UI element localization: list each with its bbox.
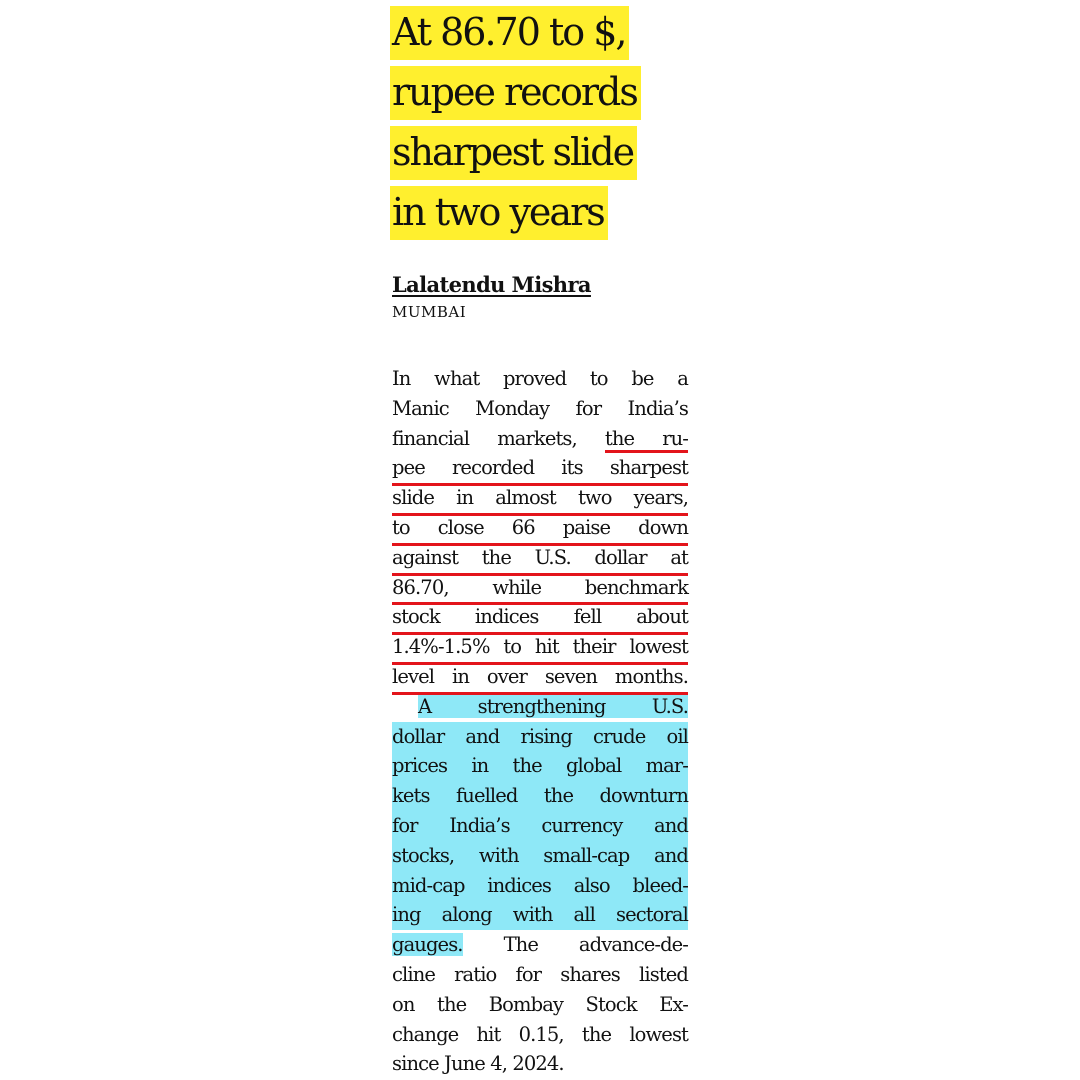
cyan-highlighted-text: gauges. [392,933,463,957]
body-line: cline ratio for shares listed [392,962,688,986]
cyan-highlighted-line: ing along with all sectoral [392,900,688,930]
body-line: on the Bombay Stock Ex- [392,992,688,1016]
body-line: gauges. The advance-de- [392,933,688,957]
cyan-highlighted-line: prices in the global mar- [392,751,688,781]
cyan-highlighted-line: dollar and rising crude oil [392,722,688,752]
headline [390,2,710,242]
red-underlined-line: slide in almost two years, [392,483,688,516]
cyan-highlighted-line: stocks, with small-cap and [392,841,688,871]
headline-line: At 86.70 to $, [390,2,710,62]
cyan-highlighted-text: A strengthening U.S. [418,694,688,718]
body-line: since June 4, 2024. [392,1052,564,1076]
body-line: Manic Monday for India’s [392,396,688,420]
headline-line: in two years [390,182,710,242]
red-underlined-line: to close 66 paise down [392,513,688,546]
red-underlined-line: level in over seven months. [392,662,688,695]
red-underlined-line: stock indices fell about [392,602,688,635]
cyan-highlighted-line: kets fuelled the downturn [392,781,688,811]
author-name: Lalatendu Mishra [392,272,591,297]
red-underlined-line: 1.4%-1.5% to hit their lowest [392,632,688,665]
cyan-highlighted-line: mid-cap indices also bleed- [392,871,688,901]
body-line: In what proved to be a [392,367,688,390]
cyan-highlighted-line: for India’s currency and [392,811,688,841]
red-underlined-line: 86.70, while benchmark [392,573,688,606]
headline-line: sharpest slide [390,122,710,182]
body-line: financial markets, the ru- [392,424,688,454]
article-body [392,364,688,1079]
headline-line: rupee records [390,62,710,122]
red-underlined-line: pee recorded its sharpest [392,453,688,486]
body-line [392,692,688,722]
red-underlined-text: the ru- [605,427,688,453]
byline [392,272,692,321]
dateline: MUMBAI [392,303,467,321]
body-line: change hit 0.15, the lowest [392,1022,688,1046]
red-underlined-line: against the U.S. dollar at [392,543,688,576]
